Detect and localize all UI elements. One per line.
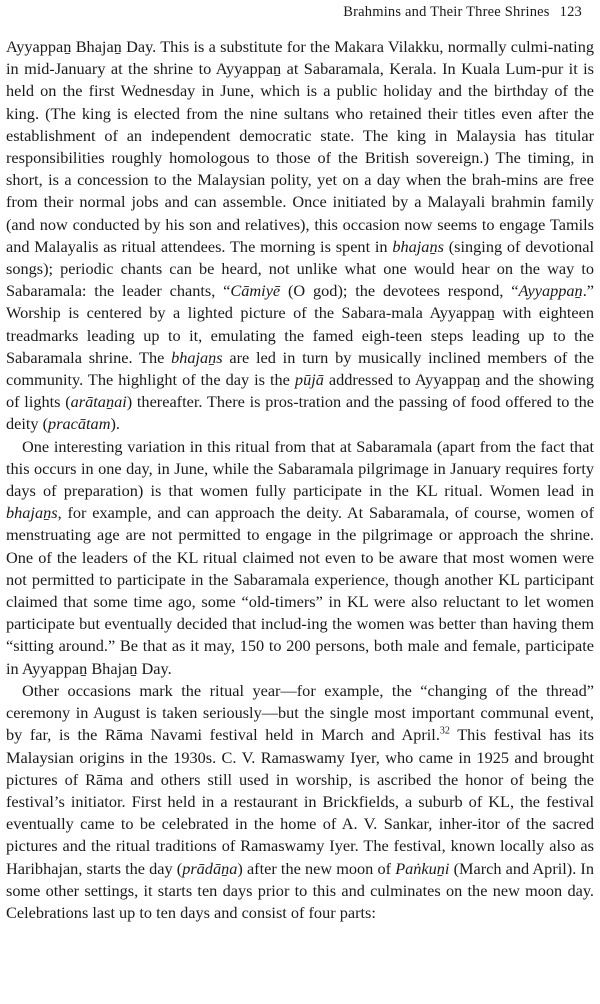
paragraph-rama-navami: Other occasions mark the ritual year—for example, the “changing of the thread” ceremony in August is taken seriously—but the single most important communal event, by far, is the Rāma Navami festival held in March and April.$^{32}$ This festival has its Malaysian origins in the 1930s. C. V. Ramaswamy Iyer, who came in 1925 and brought pictures of Rāma and others still used in worship, is ascribed the honor of being the festival’s initiator. First held in a restaurant in Brickfields, a suburb of KL, the festival eventually came to be celebrated in the home of A. V. Sankar, inher-itor of the sacred pictures and the ritual traditions of Ramaswamy Iyer. The festival, known locally also as Haribhajan, starts the day (prādāṉa) after the new moon of Paṅkuṉi (March and April). In some other settings, it starts ten days prior to this and culminates on the new moon day. Celebrations last up to ten days and consist of four parts:: [6, 680, 594, 922]
running-header: [343, 4, 582, 21]
paragraph-ayyappan-bhajan-day: Ayyappaṉ Bhajaṉ Day. This is a substitute for the Makara Vilakku, normally culmi-nating in mid-January at the shrine to Ayyappaṉ at Sabaramala, Kerala. In Kuala Lum-pur it is held on the first Wednesday in June, which is a public holiday and the birthday of the king. (The king is elected from the nine sultans who retained their titles even after the establishment of an independent democratic state. The king in Malaysia has titular responsibilities roughly homologous to those of the British sovereign.) The timing, in short, is a concession to the Malaysian polity, yet on a day when the brah-mins are free from their normal jobs and can assemble. Once initiated by a Malayali brahmin family (and now conducted by his son and relatives), this occasion now seems to engage Tamils and Malayalis as ritual attendees. The morning is spent in bhajaṉs (singing of devotional songs); periodic chants can be heard, not unlike what one would hear on the way to Sabaramala: the leader chants, “Cāmiyē (O god); the devotees respond, “Ayyappaṉ.” Worship is centered by a lighted picture of the Sabara-mala Ayyappaṉ with eighteen treadmarks leading up to it, emulating the famed eigh-teen steps leading up to the Sabaramala shrine. The bhajaṉs are led in turn by musically inclined members of the community. The highlight of the day is the pūjā addressed to Ayyappaṉ and the showing of lights (arātaṉai) thereafter. There is pros-tration and the passing of food offered to the deity (pracātam).: [6, 37, 594, 434]
running-title: Brahmins and Their Three Shrines: [343, 4, 550, 20]
page-number: 123: [559, 4, 582, 20]
body-text: [6, 36, 594, 924]
paragraph-women-participation: One interesting variation in this ritual from that at Sabaramala (apart from the fact that this occurs in one day, in June, while the Sabaramala pilgrimage in January requires forty days of preparation) is that women fully participate in the KL ritual. Women lead in bhajaṉs, for example, and can approach the deity. At Sabaramala, of course, women of menstruating age are not permitted to engage in the pilgrimage or approach the shrine. One of the leaders of the KL ritual claimed not even to be aware that most women were not permitted to participate in the Sabaramala experience, though another KL participant claimed that some time ago, some “old-timers” in KL were also reluctant to let women participate but eventually decided that includ-ing the women was better than having them “sitting around.” Be that as it may, 150 to 200 persons, both male and female, participate in Ayyappaṉ Bhajaṉ Day.: [6, 436, 594, 678]
